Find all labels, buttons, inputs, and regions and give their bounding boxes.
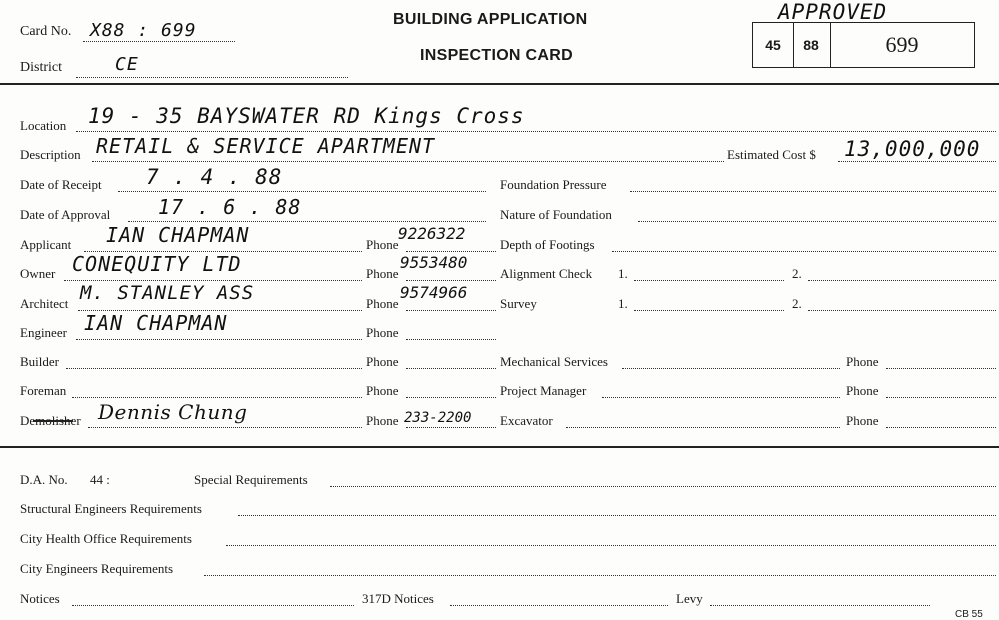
mechanical-services-label: Mechanical Services xyxy=(500,354,608,369)
nature-of-foundation-dotted-line xyxy=(638,221,996,222)
project-manager-label: Project Manager xyxy=(500,383,587,398)
alignment-check-2-dotted-line xyxy=(808,280,996,281)
date-of-approval-dotted-line xyxy=(128,221,486,222)
description-dotted-line xyxy=(92,161,724,162)
applicant-phone-dotted-line xyxy=(406,251,496,252)
notices-317d-label: 317D Notices xyxy=(362,591,434,606)
special-requirements-label: Special Requirements xyxy=(194,472,308,487)
architect-phone-label: Phone xyxy=(366,296,399,311)
card-no-label: Card No. xyxy=(20,24,72,39)
depth-of-footings-label: Depth of Footings xyxy=(500,237,595,252)
architect-phone-dotted-line xyxy=(406,310,496,311)
project-manager-phone-label: Phone xyxy=(846,383,879,398)
da-no-value: 44 : xyxy=(90,472,110,487)
demolisher-phone-label: Phone xyxy=(366,413,399,428)
city-engineers-requirements-dotted-line xyxy=(204,575,996,576)
district-value: CE xyxy=(115,54,139,75)
date-of-receipt-label: Date of Receipt xyxy=(20,177,102,192)
demolisher-strikethrough xyxy=(33,420,73,422)
title-line-1: BUILDING APPLICATION xyxy=(393,11,588,28)
card-box-c: 699 xyxy=(830,22,975,68)
alignment-check-num-1: 1. xyxy=(618,266,628,281)
section-divider xyxy=(0,446,999,448)
demolisher-dotted-line xyxy=(88,427,362,428)
location-value: 19 - 35 BAYSWATER RD Kings Cross xyxy=(88,104,525,128)
engineer-phone-label: Phone xyxy=(366,325,399,340)
estimated-cost-value: 13,000,000 xyxy=(844,137,981,161)
card-box-a: 45 xyxy=(752,22,794,68)
structural-requirements-label: Structural Engineers Requirements xyxy=(20,501,202,516)
depth-of-footings-dotted-line xyxy=(612,251,996,252)
foreman-phone-label: Phone xyxy=(366,383,399,398)
mechanical-services-phone-dotted-line xyxy=(886,368,996,369)
owner-phone-dotted-line xyxy=(406,280,496,281)
card-box-b: 88 xyxy=(792,22,831,68)
owner-phone-value: 9553480 xyxy=(400,253,468,272)
alignment-check-num-2: 2. xyxy=(792,266,802,281)
engineer-phone-dotted-line xyxy=(406,339,496,340)
location-dotted-line xyxy=(76,131,996,132)
location-label: Location xyxy=(20,118,67,133)
architect-phone-value: 9574966 xyxy=(400,283,468,302)
notices-317d-dotted-line xyxy=(450,605,668,606)
foundation-pressure-dotted-line xyxy=(630,191,996,192)
builder-phone-dotted-line xyxy=(406,368,496,369)
owner-label: Owner xyxy=(20,266,56,281)
survey-num-1: 1. xyxy=(618,296,628,311)
builder-dotted-line xyxy=(66,368,362,369)
levy-dotted-line xyxy=(710,605,930,606)
excavator-dotted-line xyxy=(566,427,840,428)
notices-dotted-line xyxy=(72,605,354,606)
header-divider xyxy=(0,83,999,85)
date-of-receipt-dotted-line xyxy=(118,191,486,192)
card-no-dotted-line xyxy=(83,41,235,42)
applicant-phone-label: Phone xyxy=(366,237,399,252)
owner-phone-label: Phone xyxy=(366,266,399,281)
engineer-value: IAN CHAPMAN xyxy=(84,311,228,335)
description-value: RETAIL & SERVICE APARTMENT xyxy=(96,134,436,158)
nature-of-foundation-label: Nature of Foundation xyxy=(500,207,612,222)
title-line-2: INSPECTION CARD xyxy=(420,47,573,64)
health-requirements-label: City Health Office Requirements xyxy=(20,531,192,546)
date-of-approval-value: 17 . 6 . 88 xyxy=(158,195,302,219)
applicant-value: IAN CHAPMAN xyxy=(106,223,250,247)
mechanical-services-phone-label: Phone xyxy=(846,354,879,369)
builder-label: Builder xyxy=(20,354,59,369)
da-no-label: D.A. No. xyxy=(20,472,68,487)
survey-2-dotted-line xyxy=(808,310,996,311)
demolisher-phone-value: 233-2200 xyxy=(404,410,472,426)
city-engineers-requirements-label: City Engineers Requirements xyxy=(20,561,174,576)
foundation-pressure-label: Foundation Pressure xyxy=(500,177,607,192)
notices-label: Notices xyxy=(20,591,60,606)
owner-value: CONEQUITY LTD xyxy=(72,252,242,276)
project-manager-phone-dotted-line xyxy=(886,397,996,398)
excavator-label: Excavator xyxy=(500,413,553,428)
estimated-cost-label: Estimated Cost $ xyxy=(727,147,816,162)
district-dotted-line xyxy=(76,77,348,78)
special-requirements-dotted-line xyxy=(330,486,996,487)
alignment-check-label: Alignment Check xyxy=(500,266,593,281)
demolisher-value: Dennis Chung xyxy=(98,400,248,424)
applicant-phone-value: 9226322 xyxy=(398,224,466,243)
survey-num-2: 2. xyxy=(792,296,802,311)
foreman-dotted-line xyxy=(72,397,362,398)
owner-dotted-line xyxy=(64,280,362,281)
survey-label: Survey xyxy=(500,296,537,311)
date-of-receipt-value: 7 . 4 . 88 xyxy=(146,165,283,189)
architect-label: Architect xyxy=(20,296,69,311)
approved-stamp: APPROVED xyxy=(778,0,888,24)
district-label: District xyxy=(20,60,62,75)
card-no-value: X88 : 699 xyxy=(90,20,197,41)
project-manager-dotted-line xyxy=(602,397,840,398)
structural-requirements-dotted-line xyxy=(238,515,996,516)
alignment-check-1-dotted-line xyxy=(634,280,784,281)
health-requirements-dotted-line xyxy=(226,545,996,546)
foreman-label: Foreman xyxy=(20,383,67,398)
form-code: CB 55 xyxy=(955,609,983,620)
applicant-label: Applicant xyxy=(20,237,72,252)
excavator-phone-label: Phone xyxy=(846,413,879,428)
demolisher-label: Demolisher xyxy=(20,413,81,428)
builder-phone-label: Phone xyxy=(366,354,399,369)
mechanical-services-dotted-line xyxy=(622,368,840,369)
survey-1-dotted-line xyxy=(634,310,784,311)
demolisher-phone-dotted-line xyxy=(406,427,496,428)
architect-value: M. STANLEY ASS xyxy=(80,282,255,304)
description-label: Description xyxy=(20,147,81,162)
estimated-cost-dotted-line xyxy=(838,161,996,162)
date-of-approval-label: Date of Approval xyxy=(20,207,111,222)
foreman-phone-dotted-line xyxy=(406,397,496,398)
engineer-dotted-line xyxy=(76,339,362,340)
levy-label: Levy xyxy=(676,591,703,606)
excavator-phone-dotted-line xyxy=(886,427,996,428)
engineer-label: Engineer xyxy=(20,325,67,340)
